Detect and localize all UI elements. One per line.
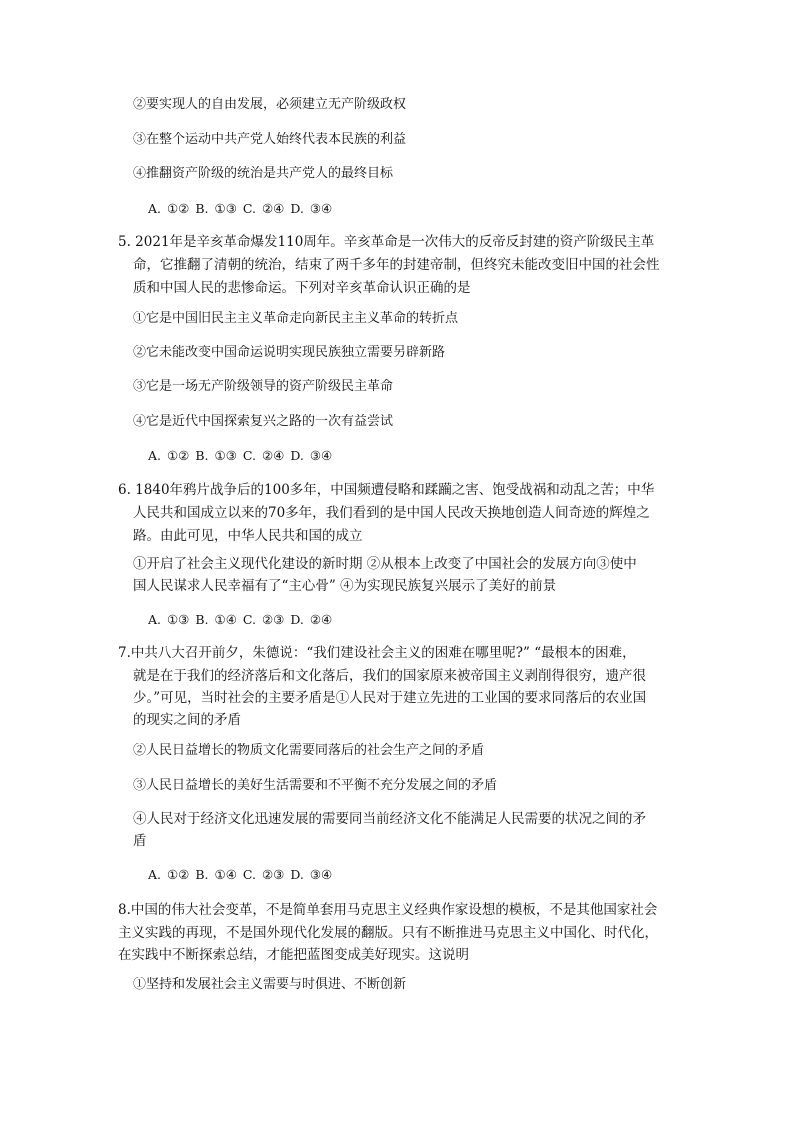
q8-item-1: ①坚持和发展社会主义需要与时俱进、不断创新 xyxy=(133,977,407,992)
q6-item-line-2: 国人民谋求人民幸福有了“主心骨” ④为实现民族复兴展示了美好的前景 xyxy=(133,578,557,594)
q7-item-4-line-2: 盾 xyxy=(133,833,147,849)
q8-stem-line-1: 8.中国的伟大社会变革，不是简单套用马克思主义经典作家设想的模板，不是其他国家社会 xyxy=(118,902,658,918)
q4-item-2: ②要实现人的自由发展，必须建立无产阶级政权 xyxy=(133,97,407,112)
q6-stem-line-1: 6. 1840年鸦片战争后的100多年，中国频遭侵略和蹂躏之害、饱受战祸和动乱之苦；中华 xyxy=(118,482,655,498)
q7-stem-line-3: 少。”可见，当时社会的主要矛盾是①人民对于建立先进的工业国的要求同落后的农业国 xyxy=(133,690,647,706)
q5-options: A. ①② B. ①③ C. ②④ D. ③④ xyxy=(148,448,333,463)
q8-stem-line-3: 在实践中不断探索总结，才能把蓝图变成美好现实。这说明 xyxy=(118,947,469,963)
q6-options: A. ①③ B. ①④ C. ②③ D. ②④ xyxy=(148,612,333,627)
q6-item-line-1: ①开启了社会主义现代化建设的新时期 ②从根本上改变了中国社会的发展方向③使中 xyxy=(133,556,637,572)
q7-stem-line-1: 7.中共八大召开前夕，朱德说：“我们建设社会主义的困难在哪里呢?” “最根本的困难， xyxy=(118,645,636,661)
q6-stem-line-2: 人民共和国成立以来的70多年，我们看到的是中国人民改天换地创造人间奇迹的辉煌之 xyxy=(133,505,650,521)
q8-stem-line-2: 主义实践的再现，不是国外现代化发展的翻版。只有不断推进马克思主义中国化、时代化， xyxy=(118,925,658,941)
q7-options: A. ①② B. ①④ C. ②③ D. ③④ xyxy=(148,867,333,882)
q7-stem-line-2: 就是在于我们的经济落后和文化落后，我们的国家原来被帝国主义剥削得很穷，遗产很 xyxy=(133,668,646,684)
q7-item-3: ③人民日益增长的美好生活需要和不平衡不充分发展之间的矛盾 xyxy=(133,778,498,793)
q4-item-3: ③在整个运动中共产党人始终代表本民族的利益 xyxy=(133,132,407,147)
q5-item-2: ②它未能改变中国命运说明实现民族独立需要另辟新路 xyxy=(133,345,446,360)
q4-options: A. ①② B. ①③ C. ②④ D. ③④ xyxy=(148,201,333,216)
q7-item-2: ②人民日益增长的物质文化需要同落后的社会生产之间的矛盾 xyxy=(133,743,485,758)
q5-item-4: ④它是近代中国探索复兴之路的一次有益尝试 xyxy=(133,414,394,429)
q5-item-3: ③它是一场无产阶级领导的资产阶级民主革命 xyxy=(133,379,394,394)
q7-item-4-line-1: ④人民对于经济文化迅速发展的需要同当前经济文化不能满足人民需要的状况之间的矛 xyxy=(133,811,646,827)
q7-stem-line-4: 的现实之间的矛盾 xyxy=(133,712,241,728)
q5-stem-line-2: 命，它推翻了清朝的统治，结束了两千多年的封建帝制，但终究未能改变旧中国的社会性 xyxy=(133,257,660,273)
q6-stem-line-3: 路。由此可见，中华人民共和国的成立 xyxy=(133,528,363,544)
q5-stem-line-3: 质和中国人民的悲惨命运。下列对辛亥革命认识正确的是 xyxy=(133,280,471,296)
q5-stem-line-1: 5. 2021年是辛亥革命爆发110周年。辛亥革命是一次伟大的反帝反封建的资产阶级民主革 xyxy=(118,234,655,250)
q5-item-1: ①它是中国旧民主主义革命走向新民主主义革命的转折点 xyxy=(133,311,459,326)
q4-item-4: ④推翻资产阶级的统治是共产党人的最终目标 xyxy=(133,166,394,181)
